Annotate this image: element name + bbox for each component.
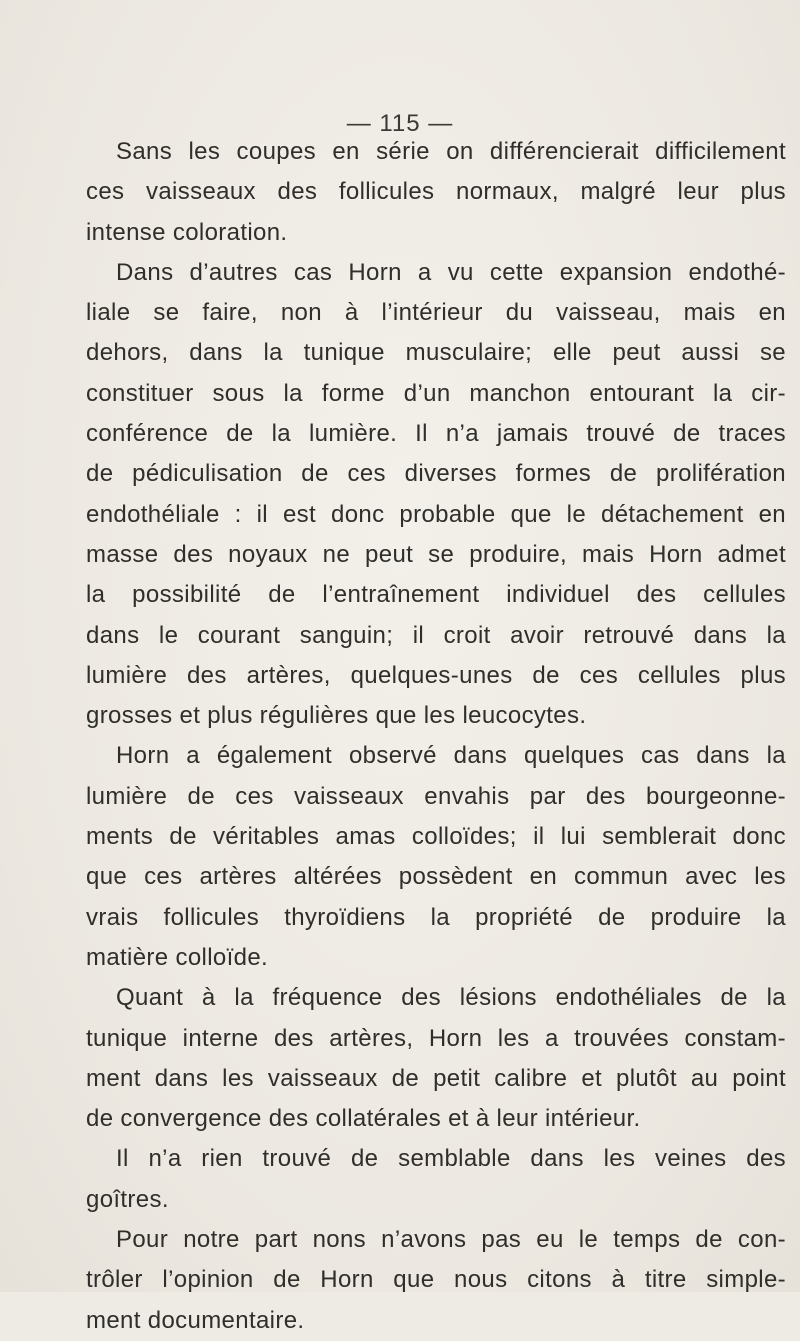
body-text [86, 132, 786, 1341]
page-number: — 115 — [346, 110, 454, 137]
text-line: de convergence des collatérales et à leur intérieur. [86, 1105, 641, 1133]
text-line: Il n’a rien trouvé de semblable dans les veines des [116, 1145, 786, 1173]
text-line: lumière de ces vaisseaux envahis par des bourgeonne- [86, 782, 786, 810]
text-line: grosses et plus régulières que les leucocytes. [86, 702, 587, 730]
text-line: lumière des artères, quelques-unes de ces cellules plus [86, 661, 786, 689]
text-line: de pédiculisation de ces diverses formes de prolifération [86, 460, 786, 488]
text-line: goîtres. [86, 1185, 169, 1213]
text-line: liale se faire, non à l’intérieur du vaisseau, mais en [86, 299, 786, 327]
text-line: conférence de la lumière. Il n’a jamais trouvé de traces [86, 420, 786, 448]
text-line: ment dans les vaisseaux de petit calibre et plutôt au point [86, 1064, 786, 1092]
text-line: Sans les coupes en série on différencierait difficilement [116, 138, 786, 165]
text-line: ment documentaire. [86, 1306, 305, 1334]
text-line: Quant à la fréquence des lésions endothéliales de la [116, 984, 786, 1012]
text-line: masse des noyaux ne peut se produire, mais Horn admet [86, 540, 786, 568]
text-line: dehors, dans la tunique musculaire; elle peut aussi se [86, 339, 786, 367]
text-line: ments de véritables amas colloïdes; il lui semblerait donc [86, 823, 786, 851]
text-line: vrais follicules thyroïdiens la propriété de produire la [86, 903, 786, 931]
text-line: la possibilité de l’entraînement individuel des cellules [86, 581, 786, 609]
text-line: matière colloïde. [86, 943, 269, 971]
text-line: Pour notre part nons n’avons pas eu le temps de con- [116, 1226, 786, 1254]
text-line: dans le courant sanguin; il croit avoir retrouvé dans la [86, 621, 786, 649]
text-line: constituer sous la forme d’un manchon entourant la cir- [86, 379, 786, 407]
text-line: intense coloration. [86, 218, 288, 246]
text-line: ces vaisseaux des follicules normaux, malgré leur plus [86, 178, 786, 206]
text-line: tunique interne des artères, Horn les a trouvées constam- [86, 1024, 786, 1052]
text-line: que ces artères altérées possèdent en commun avec les [86, 863, 786, 891]
text-line: Dans d’autres cas Horn a vu cette expansion endothé- [116, 258, 786, 286]
text-line: trôler l’opinion de Horn que nous citons à titre simple- [86, 1266, 786, 1294]
text-line: Horn a également observé dans quelques cas dans la [116, 742, 786, 770]
text-line: endothéliale : il est donc probable que le détachement en [86, 500, 786, 528]
